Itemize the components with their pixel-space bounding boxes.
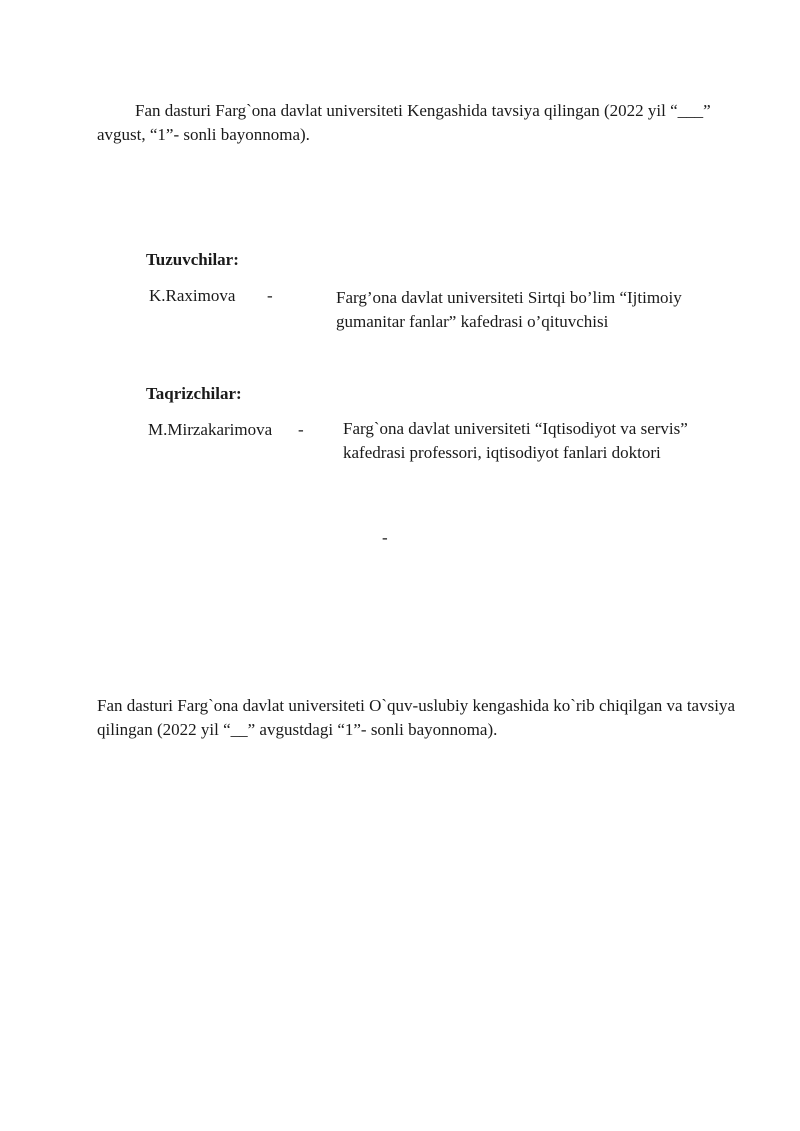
reviewer-name: M.Mirzakarimova <box>148 420 273 439</box>
methodical-council-recommendation-paragraph: Fan dasturi Farg`ona davlat universiteti O`quv-uslubiy kengashida ko`rib chiqilgan va tavsiya qilingan (2022 yil “__” avgustdagi “1”- sonli bayonnoma). <box>97 696 735 739</box>
blank-reviewer-dash: - <box>382 528 388 547</box>
compiler-name: K.Raximova <box>149 286 236 305</box>
reviewer-dash: - <box>298 420 304 439</box>
compiler-dash: - <box>267 286 273 305</box>
compiler-description-line-1: Farg’ona davlat universiteti Sirtqi bo’lim “Ijtimoiy <box>336 288 682 307</box>
reviewer-description <box>343 417 743 465</box>
reviewer-description-line-1: Farg`ona davlat universiteti “Iqtisodiyot va servis” <box>343 419 688 438</box>
council-recommendation-paragraph: Fan dasturi Farg`ona davlat universiteti Kengashida tavsiya qilingan (2022 yil “___” avgust, “1”- sonli bayonnoma). <box>97 101 711 144</box>
compiler-description-line-2: gumanitar fanlar” kafedrasi o’qituvchisi <box>336 312 609 331</box>
reviewer-description-line-2: kafedrasi professori, iqtisodiyot fanlari doktori <box>343 443 661 462</box>
reviewers-heading: Taqrizchilar: <box>146 384 242 403</box>
compilers-heading: Tuzuvchilar: <box>146 250 239 269</box>
compiler-description <box>336 286 736 334</box>
